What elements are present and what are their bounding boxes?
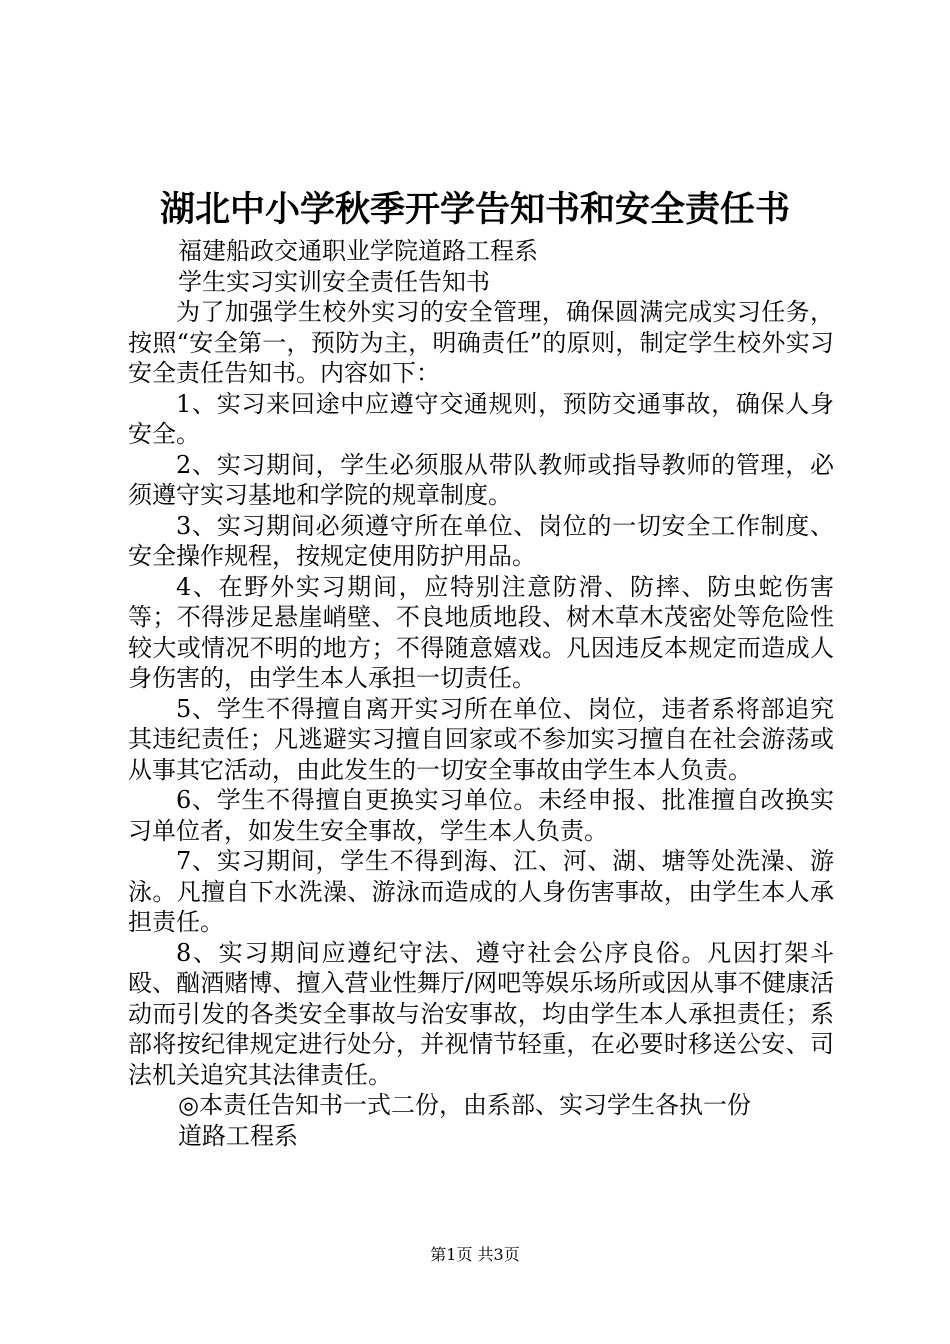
- document-title: 湖北中小学秋季开学告知书和安全责任书: [159, 190, 790, 230]
- paragraph-item-1: 1、实习来回途中应遵守交通规则，预防交通事故，确保人身安全。: [128, 389, 834, 448]
- page-footer: [0, 1243, 950, 1267]
- paragraph-intro: 为了加强学生校外实习的安全管理，确保圆满完成实习任务，按照“安全第一，预防为主，明确责任”的原则，制定学生校外实习安全责任告知书。内容如下：: [128, 298, 834, 387]
- header-line-school: 福建船政交通职业学院道路工程系: [178, 237, 538, 265]
- paragraph-item-6: 6、学生不得擅自更换实习单位。未经申报、批准擅自改换实习单位者，如发生安全事故，学生本人负责。: [128, 786, 834, 845]
- closing-department: 道路工程系: [178, 1121, 298, 1150]
- closing-note: ◎本责任告知书一式二份，由系部、实习学生各执一份: [178, 1091, 751, 1119]
- paragraph-item-4: 4、在野外实习期间，应特别注意防滑、防摔、防虫蛇伤害等；不得涉足悬崖峭壁、不良地质地段、树木草木茂密处等危险性较大或情况不明的地方；不得随意嬉戏。凡因违反本规定而造成人身伤害的，由学生本人承担一切责任。: [128, 572, 834, 692]
- paragraph-item-5: 5、学生不得擅自离开实习所在单位、岗位，违者系将部追究其违纪责任；凡逃避实习擅自回家或不参加实习擅自在社会游荡或从事其它活动，由此发生的一切安全事故由学生本人负责。: [128, 694, 834, 784]
- header-line-subtitle: 学生实习实训安全责任告知书: [178, 267, 490, 296]
- page-indicator: 第1页 共3页: [430, 1245, 520, 1264]
- paragraph-item-2: 2、实习期间，学生必须服从带队教师或指导教师的管理，必须遵守实习基地和学院的规章制度。: [128, 450, 834, 509]
- paragraph-item-3: 3、实习期间必须遵守所在单位、岗位的一切安全工作制度、安全操作规程，按规定使用防护用品。: [128, 511, 834, 570]
- paragraph-item-8: 8、实习期间应遵纪守法、遵守社会公序良俗。凡因打架斗殴、酗酒赌博、擅入营业性舞厅/网吧等娱乐场所或因从事不健康活动而引发的各类安全事故与治安事故，均由学生本人承担责任；系部将按纪律规定进行处分，并视情节轻重，在必要时移送公安、司法机关追究其法律责任。: [128, 938, 834, 1089]
- document-body: [128, 236, 834, 1151]
- paragraph-item-7: 7、实习期间，学生不得到海、江、河、湖、塘等处洗澡、游泳。凡擅自下水洗澡、游泳而造成的人身伤害事故，由学生本人承担责任。: [128, 847, 834, 936]
